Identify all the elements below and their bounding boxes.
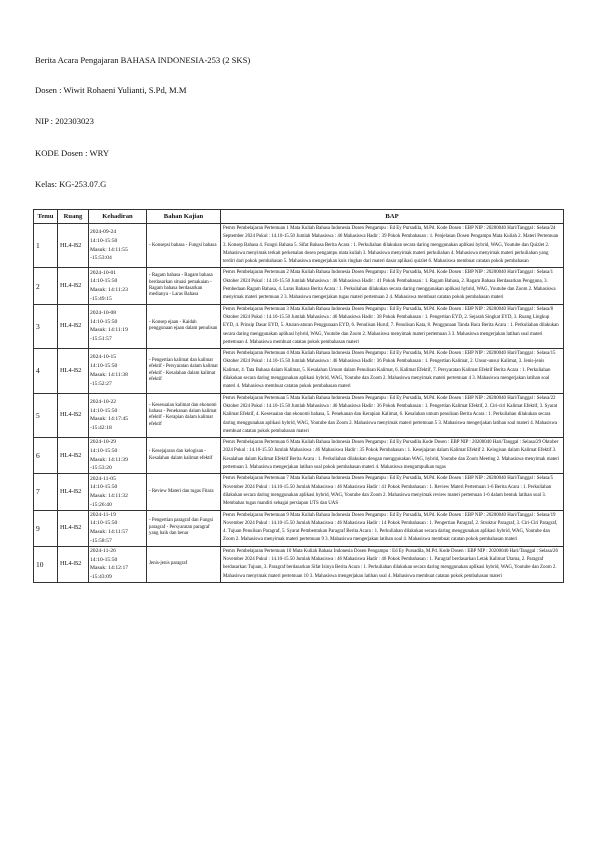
table-row bbox=[34, 546, 564, 582]
attendance-time: 14:10-15:50 bbox=[90, 363, 118, 370]
attendance-date: 2024-10-15 bbox=[90, 354, 117, 361]
attendance-time: 14:10-15:50 bbox=[90, 407, 118, 414]
attendance-out: -15:42:18 bbox=[90, 425, 112, 432]
attendance-time: 14:10-15:50 bbox=[90, 278, 118, 285]
attendance-date: 2024-10-22 bbox=[90, 398, 117, 405]
document-title: Berita Acara Pengajaran BAHASA INDONESIA-253 (2 SKS) bbox=[35, 55, 251, 65]
meeting-number: 3 bbox=[34, 304, 58, 348]
attendance-date: 2024-10-08 bbox=[90, 310, 117, 316]
room-cell: HL4-B2 bbox=[58, 224, 89, 268]
study-material-cell: Jenis-jenis paragraf bbox=[147, 546, 221, 582]
attendance-out: -15:49:15 bbox=[90, 295, 112, 302]
attendance-out: -15:53:20 bbox=[90, 465, 112, 472]
study-material-cell: - Kesesuaian kalimat dan ekonomi bahasa - Penekanan dalam kalimat efektif - Kerapian dalam kalimat efektif bbox=[147, 393, 221, 437]
attendance-date: 2024-11-19 bbox=[90, 511, 116, 518]
table-row bbox=[34, 349, 564, 393]
study-material-cell: - Ragam bahasa - Ragam bahasa berdasarkan situasi pemakaian - Ragam bahasa berdasarkan medianya - Laras Bahasa bbox=[147, 268, 221, 304]
bap-cell: Pemrs Pembelajaran Pertemuan 1 Mata Kuliah Bahasa Indonesia Dosen Pengampu : Ed Ey Pursadila, M.Pd. Kode Dosen : EBP NIP : 20200040 Hari/Tanggal : Selasa/24 September 2024 Pukul : 14.10-15.50 Jumlah Mahasiswa : 46 Mahasiswa Hadir : 39 Pokok Pembahasan : 1. Penjelasan Dosen Pengampu Mata Kuliah 2. Materi Pertemuan 3. Konsep Bahasa 4. Fungsi Bahasa 5. Sifat Bahasa Berita Acara : 1. Perkuliahan dilakukan secara daring menggunakan aplikasi hybrid, WAG, Youtube dan Quizlet 2. Mahasiswa menyimak terkait perkenalan dosen pengampu mata kuliah 3. Mahasiswa menyimak materi perkuliahan 4. Mahasiswa menyimak materi perkuliahan yang terdiri dari pokok pembahasan 5. Mahasiswa mengerjakan kuis ringkas dari materi dasar aplikasi quizlet 6. Mahasiswa membuat catatan pokok pembahasan bbox=[221, 224, 564, 268]
table-body bbox=[34, 224, 564, 583]
lecturer-name: Dosen : Wiwit Rohaeni Yulianti, S.Pd, M.M bbox=[35, 85, 187, 95]
table-row bbox=[34, 393, 564, 437]
attendance-cell bbox=[89, 268, 147, 304]
room-cell: HL4-B2 bbox=[58, 304, 89, 348]
attendance-time: 14:10-15:50 bbox=[90, 484, 118, 491]
room-cell: HL4-B2 bbox=[58, 268, 89, 304]
meeting-number: 7 bbox=[34, 474, 58, 510]
attendance-date: 2024-11-26 bbox=[90, 547, 116, 554]
attendance-cell bbox=[89, 510, 147, 546]
room-cell: HL4-B2 bbox=[58, 474, 89, 510]
bap-cell: Pemrs Pembelajaran Pertemuan 3 Mata Kuliah Bahasa Indonesia Dosen Pengampu : Ed Ey Pursadila, M.Pd. Kode Dosen : EBP NIP : 20200040 Hari/Tanggal : Selasa/8 Oktober 2024 Pukul : 14.10-15.50 Jumlah Mahasiswa : 46 Mahasiswa Hadir : 38 Pokok Pembahasan : 1. Pengertian EYD, 2. Sejarah Singkat EYD, 3. Ruang Lingkup EYD, 4. Prinsip Dasar EYD, 5. Aturan-aturan Penggunaan EYD, 6. Penulisan Huruf, 7. Penulisan Kata, 8. Penggunaan Tanda Baca Berita Acara : 1. Perkuliahan dilakukan secara daring menggunakan aplikasi hybrid, WAG, Youtube dan Zoom 2. Mahasiswa menyimak materi pertemuan 3 3. Mahasiswa mengerjakan latihan soal materi pertemuan 4. Mahasiswa membuat catatan pokok pembahasan materi bbox=[221, 304, 564, 348]
lecturer-nip: NIP : 202303023 bbox=[35, 116, 94, 126]
room-cell: HL4-B2 bbox=[58, 546, 89, 582]
attendance-cell bbox=[89, 224, 147, 268]
table-row bbox=[34, 304, 564, 348]
study-material-cell: - Review Materi dan tugas Fitara bbox=[147, 474, 221, 510]
attendance-out: -15:26:40 bbox=[90, 501, 112, 508]
attendance-time: 14:10-15:50 bbox=[90, 448, 118, 455]
attendance-time: 14:10-15:50 bbox=[90, 238, 118, 245]
attendance-cell bbox=[89, 474, 147, 510]
col-header-bahan-kajian: Bahan Kajian bbox=[147, 210, 221, 224]
bap-cell: Pemrs Pembelajaran Pertemuan 7 Mata Kuliah Bahasa Indonesia Dosen Pengampu : Ed Ey Pursadila, M.Pd. Kode Dosen : EBP NIP : 20200040 Hari/Tanggal : Selasa/5 November 2024 Pukul : 14.10-15.50 Jumlah Mahasiswa : 46 Mahasiswa Hadir : 41 Pokok Pembahasan : 1. Review Materi Pertemuan 1-6 Berita Acara : 1. Perkuliahan dilakukan secara daring menggunakan aplikasi hybrid, WAG, Youtube dan Zoom 2. Mahasiswa menyimak review materi pertemuan 1-6 dalam bentuk latihan soal 3. Membahas tugas mandiri sebagai persiapan UTS dan UAS bbox=[221, 474, 564, 510]
table-row bbox=[34, 474, 564, 510]
attendance-time: 14:10-15:50 bbox=[90, 556, 118, 563]
table-header-row bbox=[34, 210, 564, 224]
attendance-in: Masuk: 14:11:55 bbox=[90, 246, 128, 253]
bap-cell: Pemrs Pembelajaran Pertemuan 9 Mata Kuliah Bahasa Indonesia Dosen Pengampu : Ed Ey Pursadila, M.Pd. Kode Dosen : EBP NIP : 20200040 Hari/Tanggal : Selasa/19 November 2024 Pukul : 14.10-15.50 Jumlah Mahasiswa : 46 Mahasiswa Hadir : 14 Pokok Pembahasan : 1. Pengertian Paragraf, 2. Struktur Paragraf, 3. Ciri-Ciri Paragraf, 4. Tujuan Penulisan Paragraf, 5. Syarat Pembentukan Paragraf Berita Acara : 1. Perkuliahan dilakukan secara daring menggunakan aplikasi hybrid, WAG, Youtube dan Zoom 2. Mahasiswa menyimak materi pertemuan 9 3. Mahasiswa mengerjakan latihan soal 4. Mahasiswa membuat catatan pokok pembahasan materi bbox=[221, 510, 564, 546]
lecturer-code: KODE Dosen : WRY bbox=[35, 148, 110, 158]
attendance-out: -15:52:27 bbox=[90, 380, 112, 387]
bap-cell: Pemrs Pembelajaran Pertemuan 5 Mata Kuliah Bahasa Indonesia Dosen Pengampu : Ed Ey Pursadila, M.Pd. Kode Dosen : EBP NIP : 20200040 Hari/Tanggal : Selasa/22 Oktober 2024 Pukul : 14.10-15.50 Jumlah Mahasiswa : 46 Mahasiswa Hadir : 36 Pokok Pembahasan : 1. Pengertian Kalimat Efektif, 2. Ciri-ciri Kalimat Efektif, 3. Syarat Kalimat Efektif, 4. Kesesuaian dan ekonomi bahasa, 5. Penekanan dan Kerapian Kalimat, 6. Kesalahan umum penulisan Berita Acara : 1. Perkuliahan dilakukan secara daring menggunakan aplikasi hybrid, WAG, Youtube dan Zoom 2. Mahasiswa menyimak materi pertemuan 5 3. Mahasiswa mengerjakan latihan soal materi 4. Mahasiswa membuat catatan pokok pembahasan materi bbox=[221, 393, 564, 437]
attendance-in: Masuk: 14:11:57 bbox=[90, 529, 128, 536]
attendance-out: -15:58:57 bbox=[90, 537, 112, 544]
meeting-number: 2 bbox=[34, 268, 58, 304]
study-material-cell: - Konsepsi bahasa - Fungsi bahasa bbox=[147, 224, 221, 268]
meeting-number: 5 bbox=[34, 393, 58, 437]
attendance-in: Masuk: 14:11:32 bbox=[90, 492, 128, 499]
attendance-time: 14:10-15:50 bbox=[90, 520, 118, 527]
bap-cell: Pemrs Pembelajaran Pertemuan 4 Mata Kuliah Bahasa Indonesia Dosen Pengampu : Ed Ey Pursadila, M.Pd. Kode Dosen : EBP NIP : 20200040 Hari/Tanggal : Selasa/15 Oktober 2024 Pukul : 14.10-15.50 Jumlah Mahasiswa : 46 Mahasiswa Hadir : 36 Pokok Pembahasan : 1. Pengertian Kalimat, 2. Unsur-unsur Kalimat, 3. Jenis-jenis Kalimat, 4. Tata Bahasa dalam Kalimat, 5. Kesalahan Umum dalam Penulisan Kalimat, 6. Kalimat Efektif, 7. Persyaratan Kalimat Efektif Berita Acara : 1. Perkuliahan dilakukan secara daring menggunakan aplikasi hybrid, WAG, Youtube dan Zoom 2. Mahasiswa menyimak materi pertemuan 4 3. Mahasiswa mengerjakan latihan soal materi 4. Mahasiswa membuat catatan pokok pembahasan materi bbox=[221, 349, 564, 393]
attendance-date: 2024-09-24 bbox=[90, 229, 117, 236]
bap-cell: Pemrs Pembelajaran Pertemuan 2 Mata Kuliah Bahasa Indonesia Dosen Pengampu : Ed Ey Pursadila, M.Pd. Kode Dosen : EBP NIP : 20200040 Hari/Tanggal : Selasa/1 Oktober 2024 Pukul : 14.10-15.50 Jumlah Mahasiswa : 46 Mahasiswa Hadir : 41 Pokok Pembahasan : 1. Ragam Bahasa, 2. Ragam Bahasa Berdasarkan Pengguna, 3. Pembedaan Ragam Bahasa, 4. Laras Bahasa Berita Acara : 1. Perkuliahan dilakukan secara daring menggunakan aplikasi hybrid, WAG, Youtube dan Zoom 2. Mahasiswa menyimak materi pertemuan 2 3. Mahasiswa mengerjakan tugas materi pertemuan 2 4. Mahasiswa membuat catatan pokok pembahasan materi bbox=[221, 268, 564, 304]
study-material-cell: - Kesejajaran dan kelogisan - Kesalahan dalam kalimat efektif bbox=[147, 438, 221, 474]
attendance-cell bbox=[89, 546, 147, 582]
study-material-cell: - Pengertian paragraf dan Fungsi paragraf - Persyaratan paragraf yang baik dan benar bbox=[147, 510, 221, 546]
bap-cell: Pemrs Pembelajaran Pertemuan 6 Mata Kuliah Bahasa Indonesia Dosen Pengampu : Ed Ey Pursadila Kode Dosen : EBP NIP : 20200040 Hari/Tanggal : Selasa/29 Oktober 2024 Pukul : 14.10-15.50 Jumlah Mahasiswa : 46 Mahasiswa Hadir : 35 Pokok Pembahasan : 1. Kesejajaran dalam Kalimat Efektif 2. Kelogisan dalam Kalimat Efektif 3. Kesalahan dalam Kalimat Efektif Berita Acara : 1. Perkuliahan dilakukan dengan menggunakan WAG, hybrid, Youtube dan Zoom Meeting 2. Mahasiswa menyimak materi pertemuan 3. Mahasiswa mengerjakan latihan soal pokok pembahasan materi 4. Mahasiswa mengumpulkan tugas bbox=[221, 438, 564, 474]
col-header-ruang: Ruang bbox=[58, 210, 89, 224]
attendance-in: Masuk: 14:11:23 bbox=[90, 287, 128, 294]
study-material-cell: - Pengertian kalimat dan kalimat efektif - Persyaratan dalam kalimat efektif - Kesalahan dalam kalimat efektif bbox=[147, 349, 221, 393]
attendance-out: -15:53:04 bbox=[90, 255, 112, 262]
bap-cell: Pemrs Pembelajaran Pertemuan 10 Mata Kuliah Bahasa Indonesia Dosen Pengampu : Ed Ey Pursadila, M.Pd. Kode Dosen : EBP NIP : 20200040 Hari/Tanggal : Selasa/26 November 2024 Pukul : 14.10-15.50 Jumlah Mahasiswa : 46 Mahasiswa Hadir : 46 Pokok Pembahasan : 1. Paragraf berdasarkan Letak Kalimat Utama, 2. Paragraf berdasarkan Tujuan, 3. Paragraf berdasarkan Sifat Isinya Berita Acara : 1. Perkuliahan dilakukan secara daring menggunakan aplikasi hybrid, WAG, Youtube dan Zoom 2. Mahasiswa menyimak materi pertemuan 10 3. Mahasiswa mengerjakan latihan soal 4. Mahasiswa membuat catatan pokok pembahasan materi bbox=[221, 546, 564, 582]
room-cell: HL4-B2 bbox=[58, 393, 89, 437]
col-header-temu: Temu bbox=[34, 210, 58, 224]
table-row bbox=[34, 510, 564, 546]
attendance-time: 14:10-15:50 bbox=[90, 318, 118, 325]
attendance-in: Masuk: 14:12:17 bbox=[90, 565, 129, 572]
attendance-cell bbox=[89, 393, 147, 437]
attendance-in: Masuk: 14:17:45 bbox=[90, 416, 129, 423]
room-cell: HL4-B2 bbox=[58, 349, 89, 393]
class-code: Kelas: KG-253.07.G bbox=[35, 179, 107, 189]
attendance-in: Masuk: 14:11:38 bbox=[90, 371, 128, 378]
table-row bbox=[34, 438, 564, 474]
col-header-bap: BAP bbox=[221, 210, 564, 224]
attendance-in: Masuk: 14:11:19 bbox=[90, 327, 128, 334]
attendance-date: 2024-10-01 bbox=[90, 269, 117, 276]
attendance-table bbox=[33, 209, 564, 583]
attendance-date: 2024-10-29 bbox=[90, 439, 117, 446]
meeting-number: 9 bbox=[34, 510, 58, 546]
table-row bbox=[34, 224, 564, 268]
attendance-date: 2024-11-05 bbox=[90, 475, 116, 482]
meeting-number: 6 bbox=[34, 438, 58, 474]
attendance-cell bbox=[89, 304, 147, 348]
attendance-out: -15:43:09 bbox=[90, 573, 112, 580]
attendance-in: Masuk: 14:11:39 bbox=[90, 456, 128, 463]
attendance-cell bbox=[89, 349, 147, 393]
attendance-out: -15:51:57 bbox=[90, 336, 112, 343]
meeting-number: 4 bbox=[34, 349, 58, 393]
room-cell: HL4-B2 bbox=[58, 438, 89, 474]
meeting-number: 10 bbox=[34, 546, 58, 582]
attendance-cell bbox=[89, 438, 147, 474]
table-row bbox=[34, 268, 564, 304]
room-cell: HL4-B2 bbox=[58, 510, 89, 546]
study-material-cell: - Konsep ejaan - Kaidah penggunaan ejaan dalam penulisan bbox=[147, 304, 221, 348]
col-header-kehadiran: Kehadiran bbox=[89, 210, 147, 224]
meeting-number: 1 bbox=[34, 224, 58, 268]
